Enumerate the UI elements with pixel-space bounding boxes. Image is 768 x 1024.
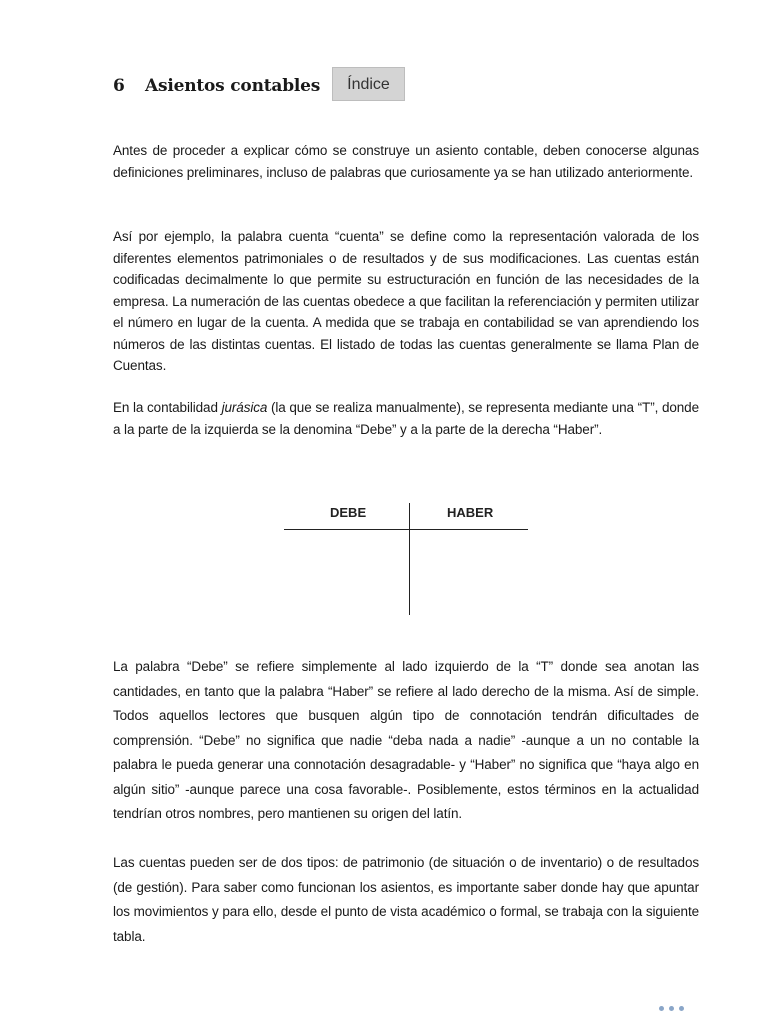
t-account-diagram	[284, 503, 528, 615]
p3-italic: jurásica	[221, 400, 268, 415]
dot-icon	[659, 1006, 664, 1011]
paragraph-intro: Antes de proceder a explicar cómo se construye un asiento contable, deben conocerse algunas definiciones preliminares, incluso de palabras que curiosamente ya se han utilizado anteriormente.	[113, 143, 699, 180]
paragraph-debe-haber-meaning: La palabra “Debe” se refiere simplemente al lado izquierdo de la “T” donde sea anotan las cantidades, en tanto que la palabra “Haber” se refiere al lado derecho de la misma. Así de simple. Todos aquellos lectores que busquen algún tipo de connotación tendrán dificultades de comprensión. “Debe” no significa que nadie “deba nada a nadie” -aunque a un no contable la palabra le pueda generar una connotación desagradable- y “Haber” no significa que “haya algo en algún sitio” -aunque parece una cosa favorable-. Posiblemente, estos términos en la actualidad tendrían otros nombres, pero mantienen su origen del latín.	[113, 659, 699, 821]
paragraph-t-representation	[113, 397, 699, 440]
paragraph-account-types: Las cuentas pueden ser de dos tipos: de patrimonio (de situación o de inventario) o de resultados (de gestión). Para saber como funcionan los asientos, es importante saber donde hay que apuntar los movimientos y para ello, desde el punto de vista académico o formal, se trabaja con la siguiente tabla.	[113, 855, 699, 944]
section-number: 6	[113, 76, 125, 96]
p3-end: (la que se realiza manualmente), se representa mediante una “T”, donde a la parte de la izquierda se la denomina “Debe” y a la parte de la derecha “Haber”.	[113, 400, 699, 437]
dot-icon	[679, 1006, 684, 1011]
section-heading	[113, 68, 405, 104]
paragraph-cuenta-definition: Así por ejemplo, la palabra cuenta “cuenta” se define como la representación valorada de los diferentes elementos patrimoniales o de resultados y de sus modificaciones. Las cuentas están codificadas decimalmente lo que permite su estructuración en función de las necesidades de la empresa. La numeración de las cuentas obedece a que facilitan la referenciación y permiten utilizar el número en lugar de la cuenta. A medida que se trabaja en contabilidad se van aprendiendo los números de las distintas cuentas. El listado de todas las cuentas generalmente se llama Plan de Cuentas.	[113, 229, 699, 373]
index-button[interactable]: Índice	[332, 67, 405, 101]
more-pages-indicator	[659, 1006, 684, 1011]
t-account-horizontal-line	[284, 529, 528, 530]
t-account-haber-label: HABER	[447, 505, 494, 520]
dot-icon	[669, 1006, 674, 1011]
t-account-vertical-line	[409, 503, 410, 615]
p3-start: En la contabilidad	[113, 400, 222, 415]
t-account-debe-label: DEBE	[330, 505, 367, 520]
section-title: Asientos contables	[145, 76, 321, 96]
